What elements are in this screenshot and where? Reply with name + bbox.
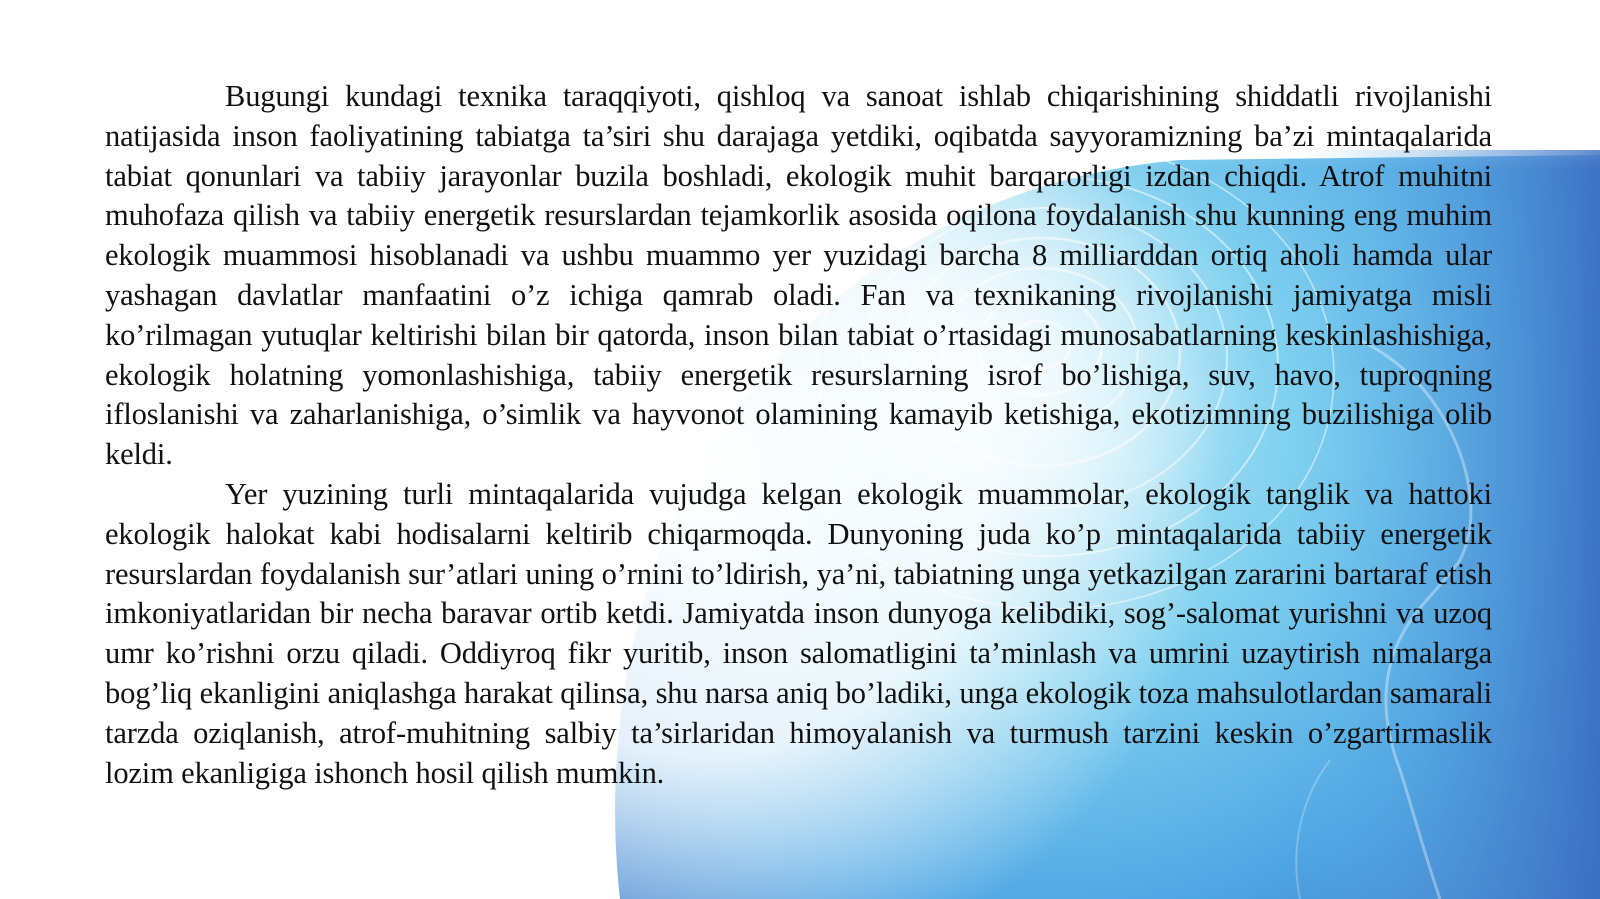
paragraph-1: Bugungi kundagi texnika taraqqiyoti, qishloq va sanoat ishlab chiqarishining shiddatli rivojlanishi natijasida inson faoliyatining tabiatga ta’siri shu darajaga yetdiki, oqibatda sayyoramizning ba’zi mintaqalarida tabiat qonunlari va tabiiy jarayonlar buzila boshladi, ekologik muhit barqarorligi izdan chiqdi. Atrof muhitni muhofaza qilish va tabiiy energetik resurslardan tejamkorlik asosida oqilona foydalanish shu kunning eng muhim ekologik muammosi hisoblanadi va ushbu muammo yer yuzidagi barcha 8 milliarddan ortiq aholi hamda ular yashagan davlatlar manfaatini o’z ichiga qamrab oladi. Fan va texnikaning rivojlanishi jamiyatga misli ko’rilmagan yutuqlar keltirishi bilan bir qatorda, inson bilan tabiat o’rtasidagi munosabatlarning keskinlashishiga, ekologik holatning yomonlashishiga, tabiiy energetik resurslarning isrof bo’lishiga, suv, havo, tuproqning ifloslanishi va zaharlanishiga, o’simlik va hayvonot olamining kamayib ketishiga, ekotizimning buzilishiga olib keldi.: [105, 79, 1492, 472]
paragraph-2: Yer yuzining turli mintaqalarida vujudga kelgan ekologik muammolar, ekologik tanglik va hattoki ekologik halokat kabi hodisalarni keltirib chiqarmoqda. Dunyoning juda ko’p mintaqalarida tabiiy energetik resurslardan foydalanish sur’atlari uning o’rnini to’ldirish, ya’ni, tabiatning unga yetkazilgan zararini bartaraf etish imkoniyatlaridan bir necha baravar ortib ketdi. Jamiyatda inson dunyoga kelibdiki, sog’-salomat yurishni va uzoq umr ko’rishni orzu qiladi. Oddiyroq fikr yuritib, inson salomatligini ta’minlash va umrini uzaytirish nimalarga bog’liq ekanligini aniqlashga harakat qilinsa, shu narsa aniq bo’ladiki, unga ekologik toza mahsulotlardan samarali tarzda oziqlanish, atrof-muhitning salbiy ta’sirlaridan himoyalanish va turmush tarzini keskin o’zgartirmaslik lozim ekanligiga ishonch hosil qilish mumkin.: [105, 476, 1492, 790]
document-body: [105, 77, 1492, 793]
